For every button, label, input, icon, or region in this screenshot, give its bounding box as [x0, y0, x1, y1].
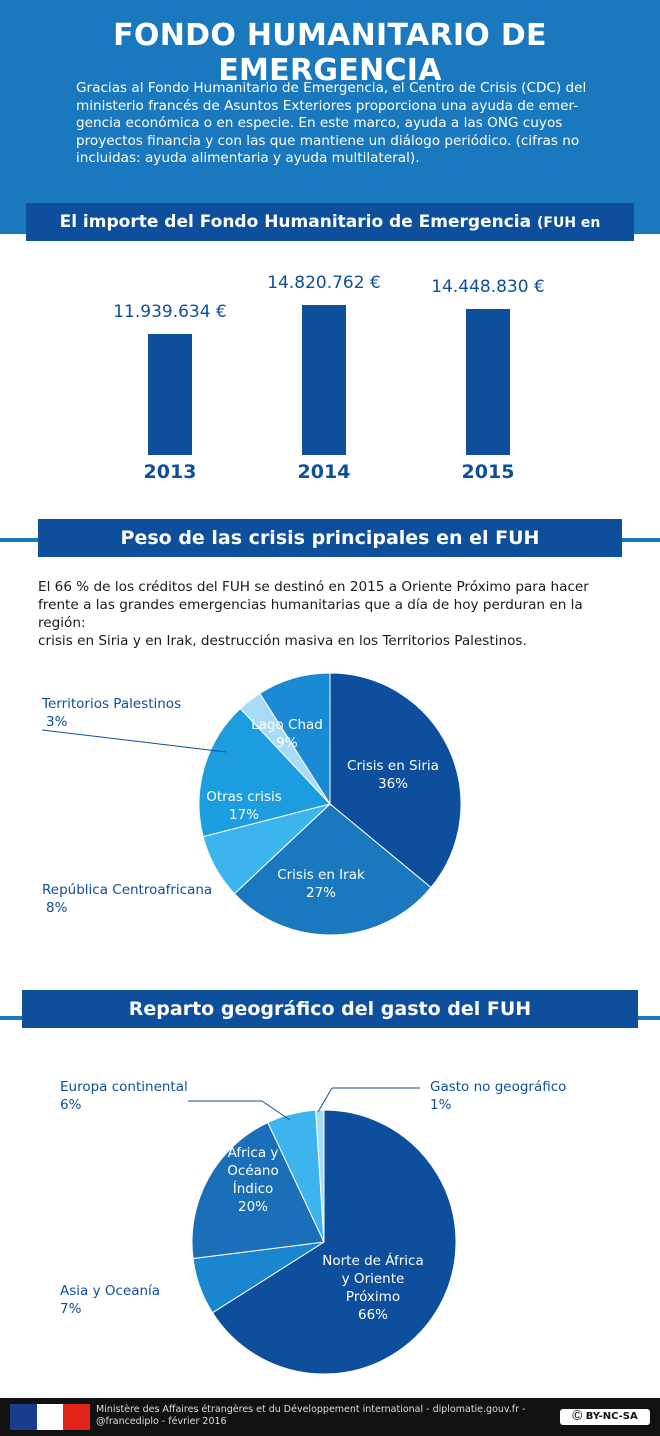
leader-line [42, 730, 226, 752]
footer-line: @francediplo - février 2016 [96, 1416, 227, 1427]
footer-line: Ministère des Affaires étrangères et du Développement international - diplomatie.gouv.fr - [96, 1404, 526, 1415]
bar-category-label: 2015 [461, 461, 515, 483]
slice-percent: 20% [237, 1199, 268, 1215]
slice-label-siria [338, 757, 448, 793]
section-title-bar [22, 990, 638, 1028]
description-line: frente a las grandes emergencias humanitarias que a día de hoy perduran en la región: [38, 597, 583, 631]
slice-label-otras [196, 788, 292, 824]
footer [0, 1398, 660, 1436]
slice-name: Crisis en Siria [347, 758, 439, 774]
section-title: Peso de las crisis principales en el FUH [120, 527, 540, 549]
slice-name: República Centroafricana [42, 882, 213, 898]
slice-label-irak [266, 866, 376, 902]
slice-label-norte-africa [318, 1252, 428, 1324]
section-subtitle: (FUH en francés) [297, 215, 601, 270]
leader-line [262, 1101, 290, 1120]
slice-label-asia [60, 1282, 220, 1318]
slice-percent: 8% [46, 900, 68, 916]
bar-category-label: 2013 [143, 461, 197, 483]
slice-name: Norte de África y Oriente Próximo [322, 1253, 424, 1305]
license-badge [560, 1409, 650, 1425]
section-title: Reparto geográfico del gasto del FUH [128, 998, 532, 1020]
cc-icon: Ⓒ [572, 1411, 583, 1422]
slice-label-no-geografico [430, 1078, 610, 1114]
slice-name: Crisis en Irak [277, 867, 365, 883]
slice-name: Europa continental [60, 1079, 188, 1095]
slice-label-centroafricana [42, 881, 242, 917]
slice-percent: 9% [276, 735, 298, 751]
slice-percent: 17% [228, 807, 259, 823]
slice-name: Otras crisis [206, 789, 282, 805]
intro-line: gencia económica o en especie. En este marco, ayuda a las ONG cuyos [76, 115, 563, 131]
slice-label-africa-indico [212, 1144, 294, 1216]
page-title: FONDO HUMANITARIO DE EMERGENCIA [113, 18, 547, 88]
intro-line: proyectos financia y con las que mantiene un diálogo periódico. (cifras no [76, 132, 580, 149]
slice-percent: 1% [430, 1097, 452, 1113]
footer-credits [96, 1404, 536, 1428]
bar-value-label: 14.448.830 € [431, 276, 545, 297]
slice-percent: 27% [305, 885, 336, 901]
ministry-logo [10, 1404, 90, 1430]
bar-value-label: 11.939.634 € [113, 302, 227, 323]
description-line: crisis en Siria y en Irak, destrucción masiva en los Territorios Palestinos. [38, 633, 527, 649]
slice-percent: 36% [377, 776, 408, 792]
intro-line: Gracias al Fondo Humanitario de Emergencia, el Centro de Crisis (CDC) del [76, 80, 587, 96]
slice-label-palestinos [42, 695, 242, 731]
bar-category-label: 2014 [297, 461, 351, 483]
intro-line: incluidas: ayuda alimentaria y ayuda multilateral). [76, 150, 420, 166]
slice-label-chad [240, 716, 334, 752]
slice-name: África y Océano Índico [227, 1145, 279, 1197]
slice-label-europa [60, 1078, 220, 1114]
license-text: BY-NC-SA [585, 1411, 638, 1422]
bar-value-label: 14.820.762 € [267, 273, 381, 293]
intro-line: ministerio francés de Asuntos Exteriores proporciona una ayuda de emer- [76, 97, 579, 114]
description-line: El 66 % de los créditos del FUH se destinó en 2015 a Oriente Próximo para hacer [38, 579, 589, 595]
slice-percent: 3% [46, 714, 68, 730]
section-title: El importe del Fondo Humanitario de Emergencia [59, 212, 532, 232]
slice-percent: 7% [60, 1301, 82, 1317]
slice-name: Gasto no geográfico [430, 1079, 567, 1095]
slice-name: Territorios Palestinos [42, 696, 182, 712]
slice-percent: 66% [357, 1307, 388, 1323]
slice-percent: 6% [60, 1097, 82, 1113]
leader-line [318, 1088, 332, 1112]
slice-name: Asia y Oceanía [60, 1283, 161, 1299]
slice-name: Lago Chad [251, 717, 323, 733]
